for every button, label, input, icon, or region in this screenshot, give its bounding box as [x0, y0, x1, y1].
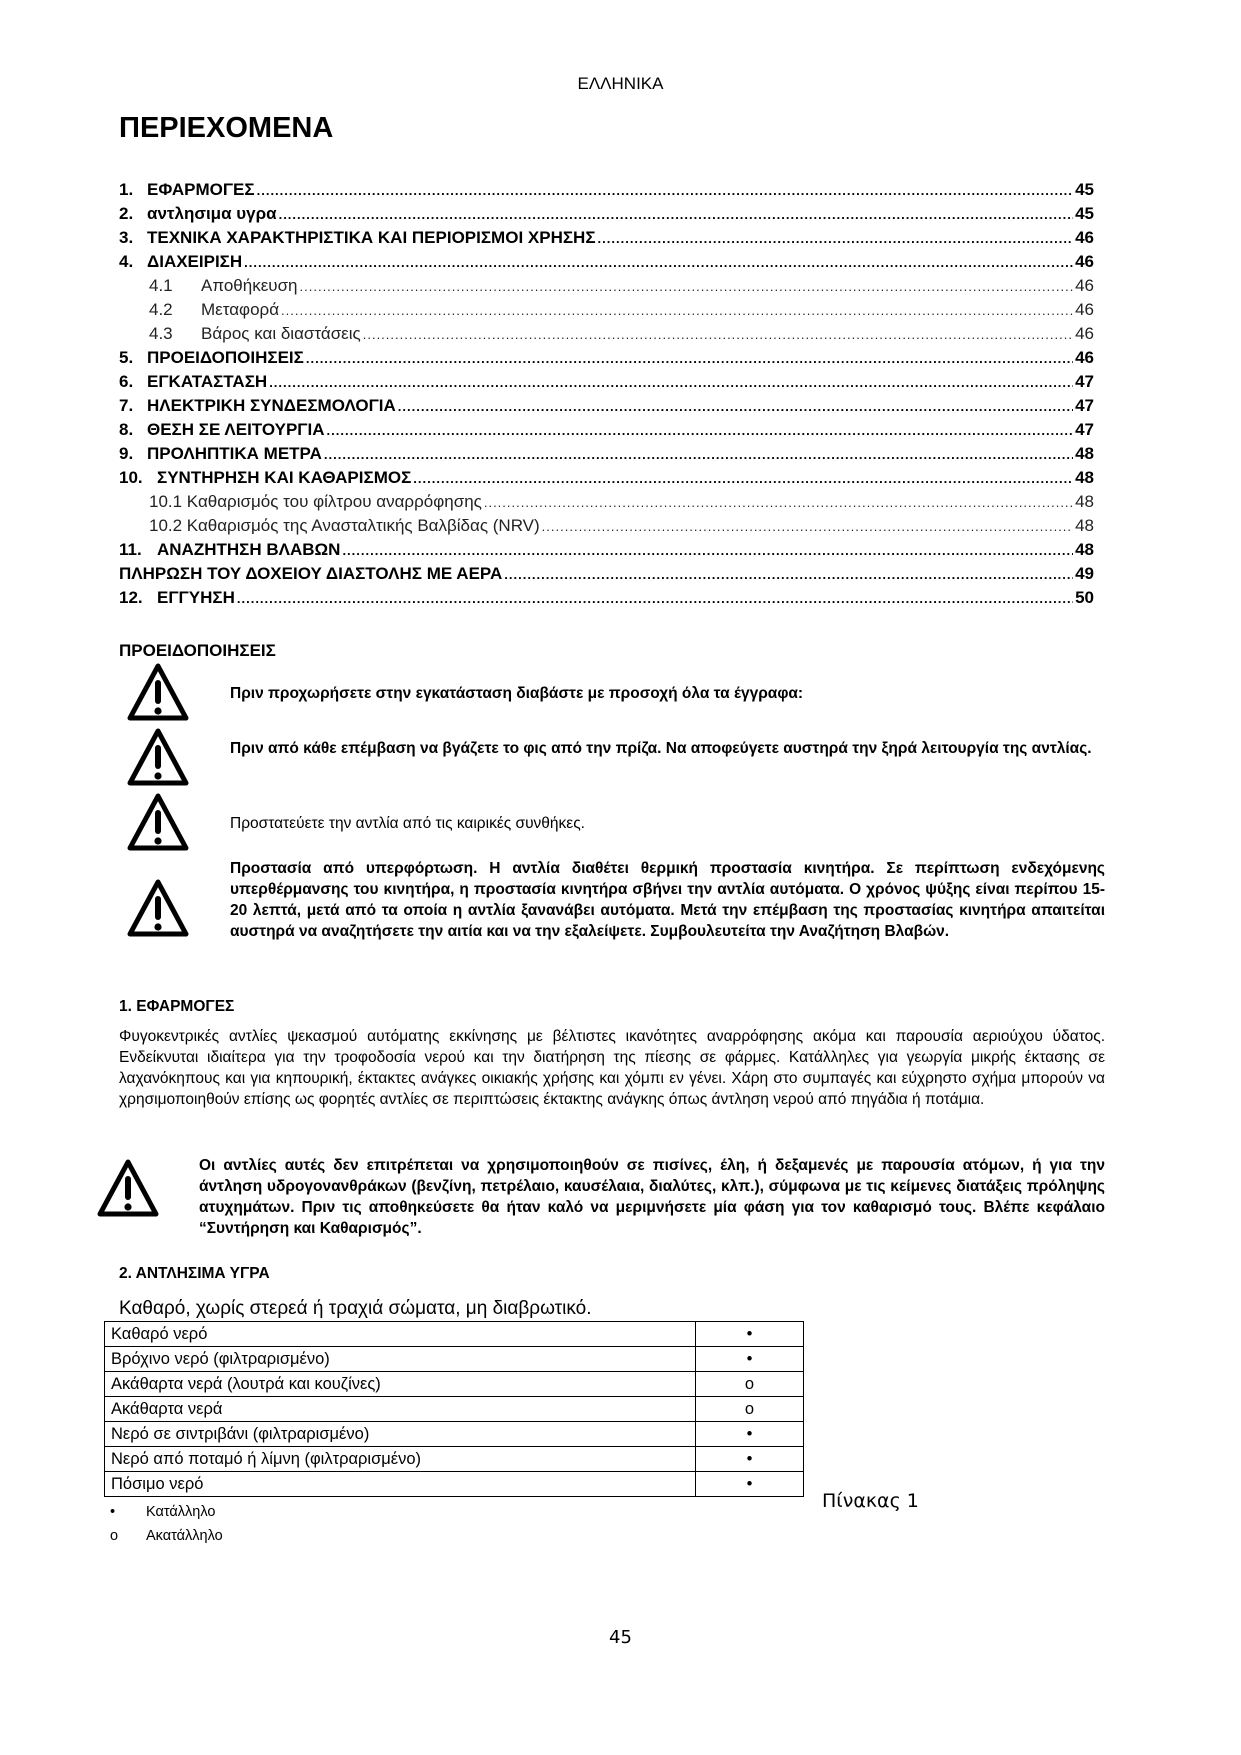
toc-page: 48: [1075, 444, 1094, 463]
toc-page: 45: [1075, 180, 1094, 199]
fluids-intro: Καθαρό, χωρίς στερεά ή τραχιά σώματα, μη διαβρωτικό.: [119, 1298, 592, 1319]
toc-leader: [484, 492, 1073, 512]
toc-number: 4.3: [149, 324, 173, 343]
table-of-contents: [119, 180, 1094, 612]
toc-label: ΕΦΑΡΜΟΓΕΣ: [147, 180, 255, 199]
toc-entry[interactable]: [119, 228, 1094, 252]
toc-label: ΕΓΚΑΤΑΣΤΑΣΗ: [147, 372, 268, 391]
fluid-name: Νερό από ποταμό ή λίμνη (φιλτραρισμένο): [105, 1447, 696, 1472]
warnings-heading: ΠΡΟΕΙΔΟΠΟΙΗΣΕΙΣ: [119, 641, 276, 660]
warning-text: Πριν από κάθε επέμβαση να βγάζετε το φις από την πρίζα. Να αποφεύγετε αυστηρά την ξηρά λειτουργία της αντλίας.: [230, 740, 1092, 757]
toc-label: ΠΡΟΕΙΔΟΠΟΙΗΣΕΙΣ: [147, 348, 304, 367]
table-row: [105, 1472, 804, 1497]
suitability-mark: •: [696, 1422, 804, 1447]
toc-leader: [257, 180, 1073, 200]
toc-label: ΣΥΝΤΗΡΗΣΗ ΚΑΙ ΚΑΘΑΡΙΣΜΟΣ: [157, 468, 412, 487]
toc-entry[interactable]: [119, 564, 1094, 588]
fluids-table: [104, 1321, 804, 1497]
toc-entry[interactable]: [119, 204, 1094, 228]
toc-number: 9.: [119, 444, 134, 463]
toc-leader: [244, 252, 1073, 272]
toc-entry[interactable]: [119, 348, 1094, 372]
suitability-mark: o: [696, 1397, 804, 1422]
warning-triangle-icon: [126, 878, 190, 940]
toc-label: ΘΕΣΗ ΣΕ ΛΕΙΤΟΥΡΓΙΑ: [147, 420, 325, 439]
toc-page: 48: [1075, 540, 1094, 559]
warning-text: Προστατεύετε την αντλία από τις καιρικές συνθήκες.: [230, 815, 585, 832]
toc-number: 8.: [119, 420, 134, 439]
toc-subentry[interactable]: [119, 276, 1094, 300]
table-row: [105, 1322, 804, 1347]
toc-page: 47: [1075, 420, 1094, 439]
toc-leader: [306, 348, 1073, 368]
toc-page: 47: [1075, 372, 1094, 391]
toc-subentry[interactable]: [119, 492, 1094, 516]
legend-label: Ακατάλληλο: [146, 1528, 223, 1544]
suitability-mark: o: [696, 1372, 804, 1397]
toc-page: 46: [1075, 348, 1094, 367]
toc-number: 12.: [119, 588, 143, 607]
toc-label: 10.1 Καθαρισμός του φίλτρου αναρρόφησης: [149, 492, 482, 511]
toc-leader: [413, 468, 1073, 488]
toc-page: 45: [1075, 204, 1094, 223]
toc-leader: [363, 324, 1073, 344]
warning-triangle-icon: [126, 727, 190, 789]
page-number: 45: [609, 1627, 632, 1648]
toc-subentry[interactable]: [119, 324, 1094, 348]
toc-label: Μεταφορά: [201, 300, 280, 319]
warning-text: Προστασία από υπερφόρτωση. Η αντλία διαθέτει θερμική προστασία κινητήρα. Σε περίπτωση ενδεχόμενης υπερθέρμανσης του κινητήρα, η προστασία κινητήρα σβήνει την αντλία αυτόματα. Ο χρόνος ψύξης είναι περίπου 15-20 λεπτά, μετά από τα οποία η αντλία ξανανάβει αυτόματα. Μετά την επέμβαση της προστασίας κινητήρα απαιτείται αυστηρά να αναζητήσετε την αιτία και να την εξαλείψετε. Συμβουλευτείτα την Αναζήτηση Βλαβών.: [230, 860, 1105, 940]
legend-item: [110, 1504, 215, 1520]
toc-page: 48: [1075, 516, 1094, 535]
toc-entry[interactable]: [119, 372, 1094, 396]
toc-leader: [504, 564, 1073, 584]
toc-label: Βάρος και διαστάσεις: [201, 324, 361, 343]
page-title: ΠΕΡΙΕΧΟΜΕΝΑ: [119, 112, 334, 144]
toc-page: 46: [1075, 300, 1094, 319]
toc-page: 46: [1075, 324, 1094, 343]
table-row: [105, 1397, 804, 1422]
language-label: ΕΛΛΗΝΙΚΑ: [577, 74, 664, 93]
toc-page: 46: [1075, 228, 1094, 247]
suitability-mark: •: [696, 1322, 804, 1347]
toc-entry[interactable]: [119, 396, 1094, 420]
toc-label: ΤΕΧΝΙΚΑ ΧΑΡΑΚΤΗΡΙΣΤΙΚΑ ΚΑΙ ΠΕΡΙΟΡΙΣΜΟΙ ΧΡΗΣΗΣ: [147, 228, 596, 247]
section-heading-pumpable-fluids: 2. ΑΝΤΛΗΣΙΜΑ ΥΓΡΑ: [119, 1265, 270, 1282]
toc-label: ΗΛΕΚΤΡΙΚΗ ΣΥΝΔΕΣΜΟΛΟΓΙΑ: [147, 396, 396, 415]
toc-page: 48: [1075, 468, 1094, 487]
toc-number: 11.: [119, 540, 142, 559]
legend-symbol: o: [110, 1528, 119, 1544]
fluid-name: Πόσιμο νερό: [105, 1472, 696, 1497]
toc-page: 46: [1075, 276, 1094, 295]
fluid-name: Ακάθαρτα νερά: [105, 1397, 696, 1422]
toc-leader: [269, 372, 1073, 392]
table-caption: Πίνακας 1: [822, 1490, 919, 1512]
toc-number: 6.: [119, 372, 134, 391]
toc-leader: [342, 540, 1073, 560]
toc-page: 46: [1075, 252, 1094, 271]
fluid-name: Νερό σε σιντριβάνι (φιλτραρισμένο): [105, 1422, 696, 1447]
usage-restriction-warning: Οι αντλίες αυτές δεν επιτρέπεται να χρησιμοποιηθούν σε πισίνες, έλη, ή δεξαμενές με παρουσία ατόμων, ή για την άντληση υδρογονανθράκων (βενζίνη, πετρέλαιο, καυσέλαια, διαλύτες, κλπ.), σύμφωνα με τις κείμενες διατάξεις πρόληψης ατυχημάτων. Πριν τις αποθηκεύσετε θα ήταν καλό να μεριμνήσετε μία φάση για τον καθαρισμό τους. Βλέπε κεφάλαιο “Συντήρηση και Καθαρισμός”.: [199, 1157, 1105, 1237]
toc-number: 5.: [119, 348, 134, 367]
section-heading-applications: 1. ΕΦΑΡΜΟΓΕΣ: [119, 998, 235, 1015]
toc-label: ΠΛΗΡΩΣΗ ΤΟΥ ΔΟΧΕΙΟΥ ΔΙΑΣΤΟΛΗΣ ΜΕ ΑΕΡΑ: [119, 564, 503, 583]
toc-number: 10.: [119, 468, 143, 487]
toc-page: 47: [1075, 396, 1094, 415]
toc-entry[interactable]: [119, 180, 1094, 204]
toc-leader: [324, 444, 1073, 464]
toc-subentry[interactable]: [119, 300, 1094, 324]
toc-leader: [279, 204, 1074, 224]
toc-entry[interactable]: [119, 588, 1094, 612]
toc-number: 4.: [119, 252, 134, 271]
toc-entry[interactable]: [119, 420, 1094, 444]
toc-label: ΠΡΟΛΗΠΤΙΚΑ ΜΕΤΡΑ: [147, 444, 322, 463]
toc-number: 1.: [119, 180, 134, 199]
toc-label: 10.2 Καθαρισμός της Ανασταλτικής Βαλβίδας (NRV): [149, 516, 540, 535]
table-row: [105, 1422, 804, 1447]
suitability-mark: •: [696, 1347, 804, 1372]
toc-subentry[interactable]: [119, 516, 1094, 540]
toc-number: 4.2: [149, 300, 173, 319]
toc-entry[interactable]: [119, 444, 1094, 468]
toc-number: 2.: [119, 204, 134, 223]
warning-triangle-icon: [126, 792, 190, 854]
table-row: [105, 1447, 804, 1472]
toc-leader: [398, 396, 1073, 416]
suitability-mark: •: [696, 1447, 804, 1472]
toc-leader: [598, 228, 1074, 248]
toc-number: 7.: [119, 396, 134, 415]
legend-symbol: •: [110, 1504, 116, 1520]
toc-leader: [327, 420, 1074, 440]
toc-leader: [300, 276, 1074, 296]
applications-paragraph: Φυγοκεντρικές αντλίες ψεκασμού αυτόματης εκκίνησης με βέλτιστες ικανότητες αναρρόφησης ακόμα και παρουσία αεριούχου ύδατος. Ενδείκνυται ιδιαίτερα για την τροφοδοσία νερού και την διατήρηση της πίεσης σε φάρμες. Κατάλληλες για γεωργία μικρής έκτασης σε λαχανόκηπους και για κηπουρική, έκτακτες ανάγκες οικιακής χρήσης και χόμπι εν γένει. Χάρη στο συμπαγές και εύχρηστο σχήμα μπορούν να χρησιμοποιηθούν επίσης ως φορητές αντλίες σε περιπτώσεις έκτακτης ανάγκης όπως άντληση νερού από πηγάδια ή ποτάμια.: [119, 1028, 1105, 1108]
fluid-name: Ακάθαρτα νερά (λουτρά και κουζίνες): [105, 1372, 696, 1397]
legend-label: Κατάλληλο: [146, 1504, 216, 1520]
table-row: [105, 1372, 804, 1397]
toc-page: 50: [1075, 588, 1094, 607]
toc-entry[interactable]: [119, 540, 1094, 564]
toc-label: ΑΝΑΖΗΤΗΣΗ ΒΛΑΒΩΝ: [157, 540, 341, 559]
toc-label: ΔΙΑΧΕΙΡΙΣΗ: [147, 252, 243, 271]
toc-label: Αποθήκευση: [201, 276, 298, 295]
fluid-name: Καθαρό νερό: [105, 1322, 696, 1347]
toc-label: ΕΓΓΥΗΣΗ: [157, 588, 235, 607]
suitability-mark: •: [696, 1472, 804, 1497]
toc-page: 49: [1075, 564, 1094, 583]
toc-number: 4.1: [149, 276, 173, 295]
toc-number: 3.: [119, 228, 134, 247]
warning-triangle-icon: [126, 662, 190, 724]
warning-text: Πριν προχωρήσετε στην εγκατάσταση διαβάστε με προσοχή όλα τα έγγραφα:: [230, 685, 804, 702]
toc-leader: [237, 588, 1073, 608]
toc-leader: [542, 516, 1073, 536]
fluid-name: Βρόχινο νερό (φιλτραρισμένο): [105, 1347, 696, 1372]
table-row: [105, 1347, 804, 1372]
toc-leader: [281, 300, 1073, 320]
legend-item: [110, 1528, 223, 1544]
toc-entry[interactable]: [119, 252, 1094, 276]
warning-triangle-icon: [96, 1158, 160, 1220]
toc-label: αντλησιμα υγρα: [147, 204, 277, 223]
toc-entry[interactable]: [119, 468, 1094, 492]
toc-page: 48: [1075, 492, 1094, 511]
